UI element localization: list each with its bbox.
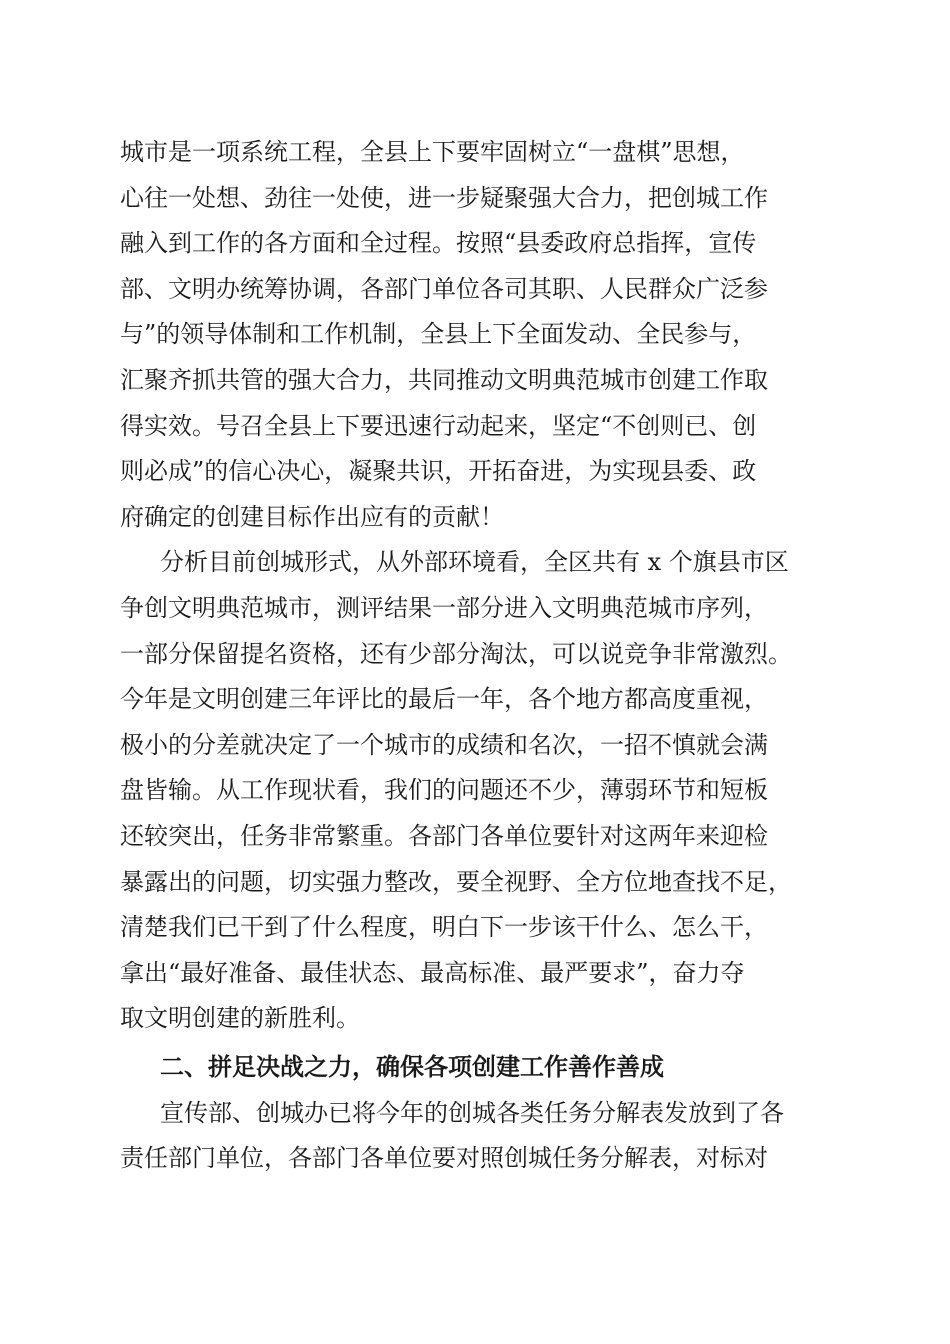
text-line: 拿出“最好准备、最佳状态、最高标准、最严要求”，奋力夺 bbox=[120, 958, 745, 987]
text-line: 汇聚齐抓共管的强大合力，共同推动文明典范城市创建工作取 bbox=[120, 365, 768, 394]
paragraph-3 bbox=[120, 1091, 840, 1182]
text-line: 责任部门单位，各部门各单位要对照创城任务分解表，对标对 bbox=[120, 1144, 768, 1173]
text-line: 府确定的创建目标作出应有的贡献！ bbox=[120, 502, 504, 531]
text-line: 盘皆输。从工作现状看，我们的问题还不少，薄弱环节和短板 bbox=[120, 776, 768, 805]
text-line: 城市是一项系统工程，全县上下要牢固树立“一盘棋”思想， bbox=[120, 138, 745, 166]
text-line: 极小的分差就决定了一个城市的成绩和名次，一招不慎就会满 bbox=[120, 730, 768, 759]
document-body bbox=[120, 130, 840, 1182]
text-line: 取文明创建的新胜利。 bbox=[120, 1004, 360, 1033]
text-line: 部、文明办统筹协调，各部门单位各司其职、人民群众广泛参 bbox=[120, 274, 768, 303]
text-line: 今年是文明创建三年评比的最后一年，各个地方都高度重视， bbox=[120, 685, 768, 714]
text-line: 宣传部、创城办已将今年的创城各类任务分解表发放到了各 bbox=[160, 1098, 784, 1127]
text-line: 一部分保留提名资格，还有少部分淘汰，可以说竞争非常激烈。 bbox=[120, 639, 792, 668]
text-line: 暴露出的问题，切实强力整改，要全视野、全方位地查找不足， bbox=[120, 867, 792, 896]
text-line: 心往一处想、劲往一处使，进一步疑聚强大合力，把创城工作 bbox=[120, 183, 768, 212]
text-line: 分析目前创城形式，从外部环境看，全区共有 x 个旗县市区 bbox=[160, 548, 789, 577]
section-heading: 二、拼足决战之力，确保各项创建工作善作善成 bbox=[160, 1052, 664, 1081]
text-line: 则必成”的信心决心，凝聚共识，开拓奋进，为实现县委、政 bbox=[120, 457, 757, 486]
paragraph-2 bbox=[120, 540, 840, 1042]
text-line: 得实效。号召全县上下要迅速行动起来，坚定“不创则已、创 bbox=[120, 411, 757, 440]
text-line: 争创文明典范城市，测评结果一部分进入文明典范城市序列， bbox=[120, 593, 768, 622]
text-line: 清楚我们已干到了什么程度，明白下一步该干什么、怎么干， bbox=[120, 913, 768, 942]
paragraph-1 bbox=[120, 130, 840, 540]
text-line: 与”的领导体制和工作机制，全县上下全面发动、全民参与， bbox=[120, 320, 757, 349]
text-line: 融入到工作的各方面和全过程。按照“县委政府总指挥，宣传 bbox=[120, 229, 757, 258]
text-line: 还较突出，任务非常繁重。各部门各单位要针对这两年来迎检 bbox=[120, 821, 768, 850]
